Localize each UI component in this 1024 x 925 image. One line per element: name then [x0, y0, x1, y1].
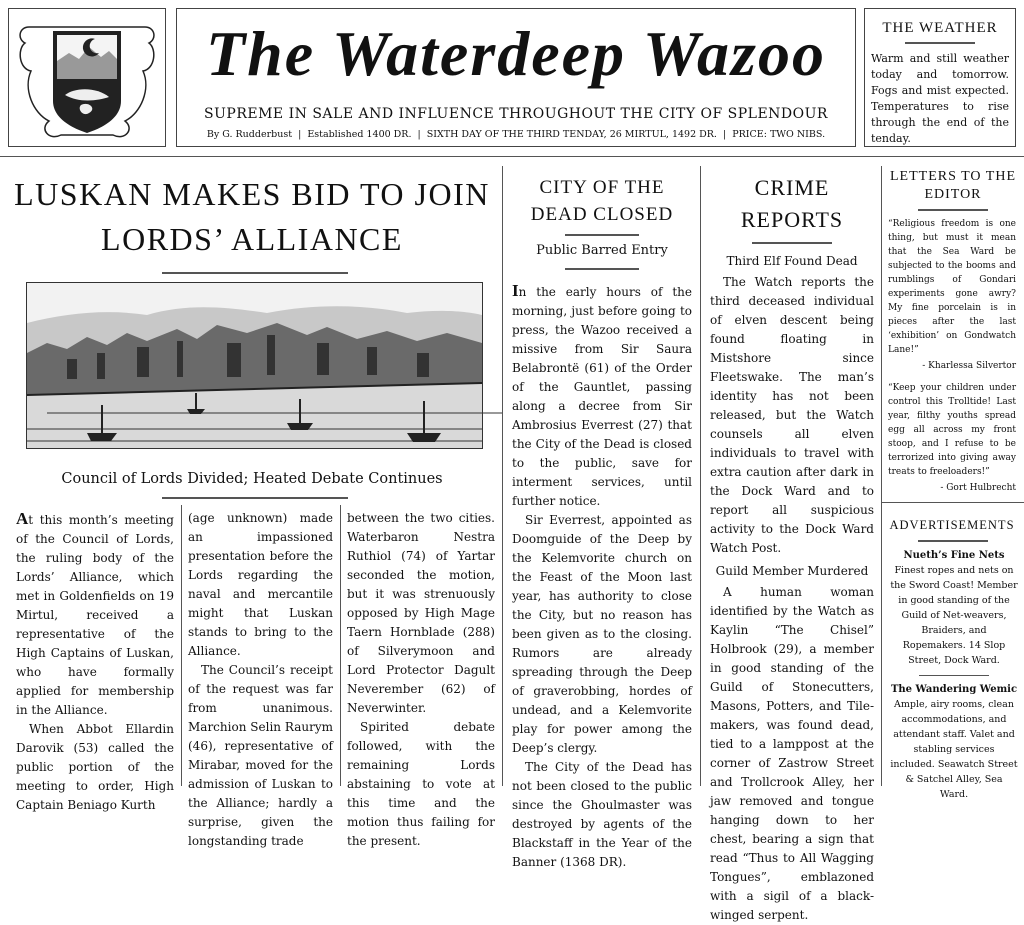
paragraph: When Abbot Ellardin Darovik (53) called the public portion of the meeting to order, High Captain Beniago Kurth [16, 722, 174, 812]
price: PRICE: TWO NIBS. [732, 129, 826, 140]
ad-text: Finest ropes and nets on the Sword Coast! Member in good standing of the Guild of Net-weavers, Braiders, and Ropemakers. 14 Slop Street, Dock Ward. [890, 565, 1018, 666]
paragraph: between the two cities. Waterbaron Nestra Ruthiol (74) of Yartar seconded the motion, but it was strenuously opposed by High Mage Taern Hornblade (288) of Silverymoon and Lord Protector Dagult Neverember (62) of Neverwinter. [347, 511, 495, 715]
lead-column-1 [16, 509, 174, 812]
letters-headline: LETTERS TO THE EDITOR [890, 169, 1016, 202]
edition-line: By G. Rudderbust | Established 1400 DR. | SIXTH DAY OF THE THIRD TENDAY, 26 MIRTUL, 1492 DR. | PRICE: TWO NIBS. [206, 129, 826, 140]
crime-story [710, 252, 874, 922]
divider [919, 675, 989, 676]
paragraph: Spirited debate followed, with the remaining Lords abstaining to vote at this time and the motion thus failing for the present. [347, 720, 495, 848]
lead-subhead: Council of Lords Divided; Heated Debate Continues [61, 471, 443, 487]
divider [752, 242, 832, 244]
divider [905, 42, 975, 44]
letter-signature: - Gort Hulbrecht [940, 483, 1016, 493]
weather-box [864, 8, 1016, 147]
divider [162, 497, 348, 499]
masthead [176, 8, 856, 147]
newspaper-title: The Waterdeep Wazoo [206, 18, 826, 89]
column-divider [502, 166, 503, 786]
city-illustration [26, 282, 483, 449]
letters-body [888, 217, 1016, 495]
drop-cap: I [512, 281, 519, 300]
column-divider [700, 166, 701, 786]
tagline: SUPREME IN SALE AND INFLUENCE THROUGHOUT THE CITY OF SPLENDOUR [204, 106, 828, 122]
divider [918, 209, 988, 211]
city-subhead: Public Barred Entry [536, 243, 668, 258]
ads-body [890, 548, 1018, 802]
lead-column-2 [188, 509, 333, 848]
divider [918, 540, 988, 542]
paragraph: The City of the Dead has not been closed to the public since the Ghoulmaster was destroyed by agents of the Blackstaff in the Year of the Banner (1368 DR). [512, 760, 692, 869]
lead-column-3 [347, 509, 495, 848]
paragraph: Sir Everrest, appointed as Doomguide of the Deep by the Kelemvorite church on the Feast of the Moon last year, has authority to close the City, but no reason has been given as to the closing. Rumors are already spreading through the Deep of graverobbing, hordes of undead, and a Kelemvorite play for power among the Deep’s clergy. [512, 513, 692, 755]
established: Established 1400 DR. [307, 129, 412, 140]
byline: By G. Rudderbust [206, 129, 293, 140]
section-rule [882, 502, 1024, 503]
paragraph: n the early hours of the morning, just before going to press, the Wazoo received a missive from Sir Saura Belabrontë (61) of the Order of the Gauntlet, passing along a decree from Sir Ambrosius Everrest (27) that the City of the Dead is closed to the public, save for interment services, until further notice. [512, 285, 692, 508]
column-divider [340, 505, 341, 786]
letter: “Keep your children under control this Trolltide! Last year, filthy youths spread egg all across my front stoop, and I refuse to be terrorized into giving away treats to freeloaders!” [888, 383, 1016, 477]
ad-text: Ample, airy rooms, clean accommodations, and attendant staff. Valet and stabling services included. Seawatch Street & Satchel Alley, Sea Ward. [890, 699, 1018, 800]
issue-date: SIXTH DAY OF THE THIRD TENDAY, 26 MIRTUL, 1492 DR. [426, 129, 717, 140]
ad-title: Nueth’s Fine Nets [903, 550, 1005, 561]
crime-subhead-2: Guild Member Murdered [715, 564, 869, 578]
paragraph: t this month’s meeting of the Council of Lords, the ruling body of the Lords’ Alliance, which met in Goldenfields on 19 Mirtul, received a representative of the High Captains of Luskan, who have formally applied for membership in the Alliance. [16, 513, 174, 717]
city-story [512, 281, 692, 869]
paragraph: The Council’s receipt of the request was far from unanimous. Marchion Selin Raurym (46), representative of Mirabar, moved for the admission of Luskan to the Alliance; hardly a surprise, given the longstanding trade [188, 663, 333, 848]
ads-headline: ADVERTISEMENTS [889, 518, 1015, 532]
column-divider [881, 166, 882, 786]
divider [162, 272, 348, 274]
crime-subhead-1: Third Elf Found Dead [726, 254, 858, 268]
crest-frame [8, 8, 166, 147]
weather-title: THE WEATHER [882, 20, 998, 36]
crest-emblem [9, 9, 165, 146]
page-rule [0, 156, 1024, 157]
paragraph: The Watch reports the third deceased individual of elven descent being found floating in Mistshore since Fleetswake. The man’s identity has not been released, but the Watch counsels all elven individuals to travel with extra caution after dark in the Dock Ward and to report all suspicious activity to the Dock Ward Watch Post. [710, 275, 874, 555]
divider [565, 234, 639, 236]
letter: “Religious freedom is one thing, but must it mean that the Sea Ward be subjected to the booms and rumblings of Gondari experiments gone awry? My fine porcelain is in pieces after the last ‘exhibition’ on Gondwatch Lane!” [888, 219, 1016, 355]
letter-signature: - Kharlessa Silvertor [922, 361, 1016, 371]
ad-title: The Wandering Wemic [890, 684, 1018, 695]
drop-cap: A [16, 509, 29, 528]
divider [565, 268, 639, 270]
city-headline: CITY OF THE DEAD CLOSED [530, 177, 674, 225]
paragraph: A human woman identified by the Watch as Kaylin “The Chisel” Holbrook (29), a member in good standing of the Guild of Stonecutters, Masons, Potters, and Tile-makers, was found dead, tied to a lamppost at the corner of Zastrow Street and Trollcrook Alley, her jaw removed and tongue hanging down to her chest, bearing a sign that read “Thus to All Wagging Tongues”, emblazoned with a sigil of a black-winged serpent. [710, 585, 874, 922]
crime-headline: CRIME REPORTS [740, 175, 844, 232]
column-divider [181, 505, 182, 786]
lead-headline: LUSKAN MAKES BID TO JOIN LORDS’ ALLIANCE [14, 176, 490, 257]
paragraph: (age unknown) made an impassioned presentation before the Lords regarding the naval and mercantile might that Luskan stands to bring to the Alliance. [188, 511, 333, 658]
weather-text: Warm and still weather today and tomorrow. Fogs and mist expected. Temperatures to rise through the end of the tenday. [871, 52, 1009, 146]
